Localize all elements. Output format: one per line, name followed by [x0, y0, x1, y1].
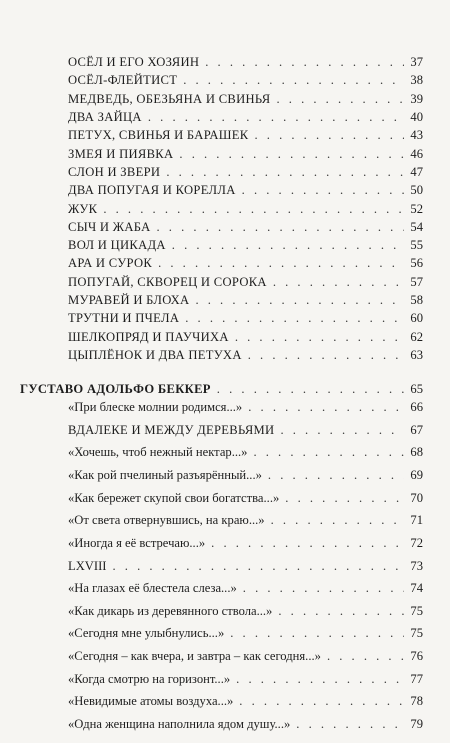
toc-entry-title: «Когда смотрю на горизонт...»	[68, 672, 231, 686]
toc-entry-page: 60	[410, 311, 423, 325]
toc-entry-title: СЛОН И ЗВЕРИ	[68, 165, 161, 179]
toc-entry	[68, 53, 423, 71]
toc-entry	[68, 71, 423, 89]
dot-leader	[205, 53, 404, 71]
toc-entry	[68, 291, 423, 309]
dot-leader	[273, 273, 405, 291]
toc-entry	[68, 254, 423, 272]
dot-leader	[243, 579, 405, 597]
dot-leader	[296, 715, 404, 733]
dot-leader	[248, 398, 404, 416]
toc-entry-page: 37	[410, 55, 423, 69]
toc-entry-title: «Невидимые атомы воздуха...»	[68, 694, 234, 708]
toc-entry-title: ЦЫПЛЁНОК И ДВА ПЕТУХА	[68, 348, 242, 362]
toc-entry-title: СЫЧ И ЖАБА	[68, 220, 151, 234]
toc-entry-page: 68	[410, 445, 423, 459]
toc-entry	[68, 534, 423, 552]
dot-leader	[230, 624, 404, 642]
toc-entry-page: 71	[410, 513, 423, 527]
toc-entry-page: 39	[410, 92, 423, 106]
dot-leader	[235, 328, 405, 346]
toc-entry-page: 76	[410, 649, 423, 663]
toc-entry	[68, 466, 423, 484]
toc-entry-page: 40	[410, 110, 423, 124]
toc-entry-page: 70	[410, 491, 423, 505]
toc-entry	[68, 236, 423, 254]
toc-entry	[68, 398, 423, 416]
toc-entry-page: 79	[410, 717, 423, 731]
dot-leader	[112, 557, 404, 575]
toc-entry-page: 57	[410, 275, 423, 289]
dot-leader	[239, 692, 404, 710]
toc-entry	[68, 90, 423, 108]
toc-entry-title: ЗМЕЯ И ПИЯВКА	[68, 147, 174, 161]
toc-entry-title: «Как рой пчелиный разъярённый...»	[68, 468, 262, 482]
toc-entry	[68, 557, 423, 575]
dot-leader	[183, 71, 404, 89]
toc-entry	[68, 163, 423, 181]
toc-author-heading	[20, 380, 423, 398]
toc-entry	[68, 328, 423, 346]
toc-entry-title: МУРАВЕЙ И БЛОХА	[68, 293, 190, 307]
dot-leader	[211, 534, 404, 552]
toc-entry	[68, 602, 423, 620]
toc-entry-page: 77	[410, 672, 423, 686]
dot-leader	[179, 145, 404, 163]
toc-entry-title: ДВА ПОПУГАЯ И КОРЕЛЛА	[68, 183, 236, 197]
toc-entry-page: 66	[410, 400, 423, 414]
toc-entry	[68, 421, 423, 439]
dot-leader	[195, 291, 404, 309]
toc-entry-title: «Иногда я её встречаю...»	[68, 536, 206, 550]
dot-leader	[276, 90, 404, 108]
toc-entry-title: ДВА ЗАЙЦА	[68, 110, 142, 124]
dot-leader	[166, 163, 404, 181]
toc-entry-title: «Сегодня мне улыбнулись...»	[68, 626, 225, 640]
toc-entry	[68, 273, 423, 291]
toc-entry-title: «Как бережет скупой свои богатства...»	[68, 491, 280, 505]
toc-entry-title: ТРУТНИ И ПЧЕЛА	[68, 311, 180, 325]
toc-entry	[68, 443, 423, 461]
toc-entry-title: МЕДВЕДЬ, ОБЕЗЬЯНА И СВИНЬЯ	[68, 92, 271, 106]
toc-entry-title: «При блеске молнии родимся...»	[68, 400, 243, 414]
toc-entry-title: ПОПУГАЙ, СКВОРЕЦ И СОРОКА	[68, 275, 267, 289]
toc-entry-title: «Хочешь, чтоб нежный нектар...»	[68, 445, 248, 459]
dot-leader	[157, 218, 405, 236]
toc-entry-page: 78	[410, 694, 423, 708]
dot-leader	[248, 346, 405, 364]
dot-leader	[278, 602, 404, 620]
toc-entry-page: 54	[410, 220, 423, 234]
toc-entry-title: «Сегодня – как вчера, и завтра – как сегодня...»	[68, 649, 321, 663]
toc-entry-page: 75	[410, 604, 423, 618]
dot-leader	[242, 181, 405, 199]
toc-entry-title: «От света отвернувшись, на краю...»	[68, 513, 265, 527]
toc-entry-page: 74	[410, 581, 423, 595]
dot-leader	[268, 466, 405, 484]
dot-leader	[103, 200, 404, 218]
toc-entry	[68, 692, 423, 710]
toc-entry	[68, 200, 423, 218]
toc-entry-title: LXVIII	[68, 559, 107, 573]
toc-entry-page: 58	[410, 293, 423, 307]
toc-entry-page: 55	[410, 238, 423, 252]
toc-entry-page: 46	[410, 147, 423, 161]
toc-entry-page: 43	[410, 128, 423, 142]
toc-entry-page: 69	[410, 468, 423, 482]
toc-entry	[68, 511, 423, 529]
toc-entry	[68, 670, 423, 688]
toc-entry-title: «На глазах её блестела слеза...»	[68, 581, 237, 595]
toc-entry	[68, 715, 423, 733]
toc-entry-page: 47	[410, 165, 423, 179]
toc-entry-page: 38	[410, 73, 423, 87]
dot-leader	[271, 511, 405, 529]
toc-entry-page: 65	[410, 382, 423, 396]
toc-entry-page: 63	[410, 348, 423, 362]
dot-leader	[185, 309, 404, 327]
toc-entry-title: ПЕТУХ, СВИНЬЯ И БАРАШЕК	[68, 128, 249, 142]
toc-entry-page: 67	[410, 423, 423, 437]
dot-leader	[172, 236, 405, 254]
toc-entry-title: «Одна женщина наполнила ядом душу...»	[68, 717, 291, 731]
dot-leader	[280, 421, 404, 439]
toc-entry-page: 56	[410, 256, 423, 270]
toc-entry	[68, 579, 423, 597]
toc-entry-title: ОСЁЛ-ФЛЕЙТИСТ	[68, 73, 178, 87]
dot-leader	[327, 647, 404, 665]
toc-entry-title: ВДАЛЕКЕ И МЕЖДУ ДЕРЕВЬЯМИ	[68, 423, 275, 437]
toc-entry	[68, 108, 423, 126]
dot-leader	[285, 489, 404, 507]
toc-entry-page: 72	[410, 536, 423, 550]
dot-leader	[148, 108, 405, 126]
toc-entry-title: ЖУК	[68, 202, 98, 216]
toc-entry-page: 75	[410, 626, 423, 640]
toc-entry	[68, 346, 423, 364]
toc-entry	[68, 647, 423, 665]
toc-entry	[68, 624, 423, 642]
dot-leader	[236, 670, 404, 688]
dot-leader	[254, 126, 404, 144]
toc-entry-title: ОСЁЛ И ЕГО ХОЗЯИН	[68, 55, 200, 69]
toc-entry-title: АРА И СУРОК	[68, 256, 153, 270]
author-name: ГУСТАВО АДОЛЬФО БЕККЕР	[20, 382, 211, 396]
toc-entry	[68, 218, 423, 236]
toc-entry	[68, 145, 423, 163]
toc-entry-page: 50	[410, 183, 423, 197]
toc-entry-title: ШЕЛКОПРЯД И ПАУЧИХА	[68, 330, 229, 344]
toc-entry-page: 73	[410, 559, 423, 573]
toc-entry	[68, 309, 423, 327]
toc-entry-page: 52	[410, 202, 423, 216]
toc-entry	[68, 126, 423, 144]
toc-entry-title: «Как дикарь из деревянного ствола...»	[68, 604, 273, 618]
toc-entry-title: ВОЛ И ЦИКАДА	[68, 238, 166, 252]
toc-entry	[68, 181, 423, 199]
dot-leader	[253, 443, 404, 461]
toc-entry-page: 62	[410, 330, 423, 344]
toc-entry	[68, 489, 423, 507]
dot-leader	[217, 380, 405, 398]
dot-leader	[158, 254, 404, 272]
